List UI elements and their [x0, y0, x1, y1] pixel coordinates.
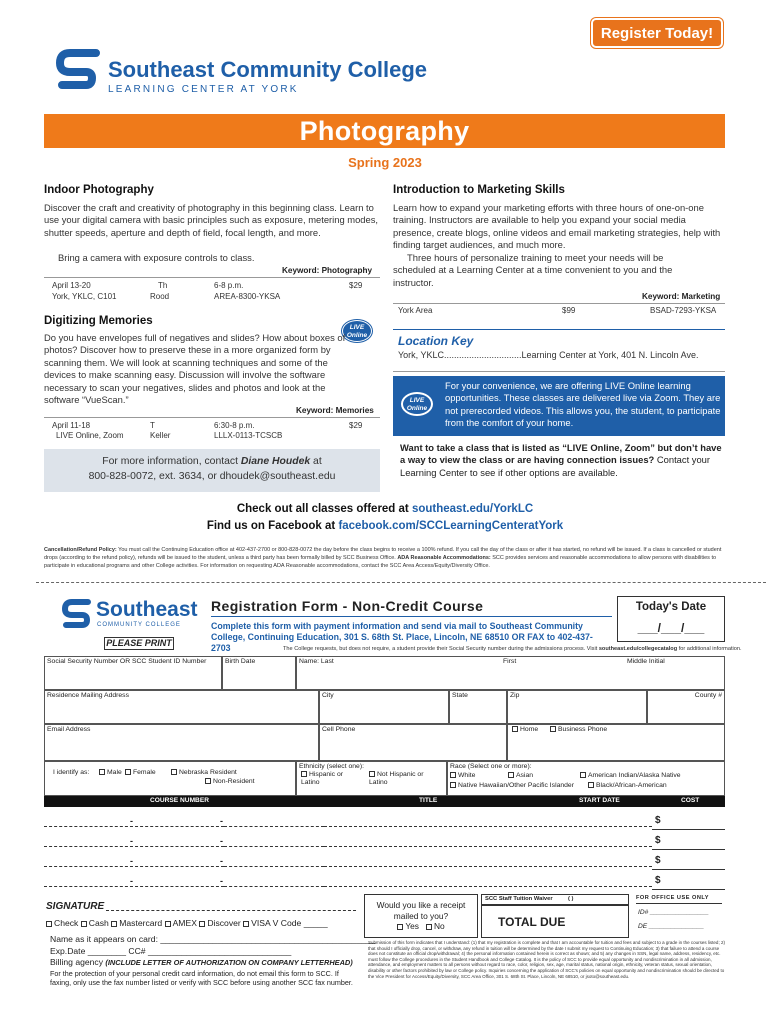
course-table-header [44, 796, 725, 807]
course-title-indoor: Indoor Photography [44, 184, 154, 196]
cut-line [36, 582, 766, 583]
discover-label: Discover [207, 918, 241, 928]
live-online-text: For your convenience, we are offering LIVE Online learning opportunities. These classes are delivered live via Zoom. They are not prerecorded videos. This allows you, the student, to participate from the comfort of your home. [445, 380, 721, 429]
cost-dollar: $ [655, 855, 661, 866]
signature-line[interactable] [106, 910, 356, 911]
contact-name: Diane Houdek [240, 456, 311, 467]
course-rows-grid [44, 808, 725, 888]
catalog-link[interactable]: southeast.edu/collegecatalog [598, 646, 678, 652]
cost-digitizing: $29 [349, 421, 363, 430]
amex-label: AMEX [172, 918, 197, 928]
female-checkbox[interactable] [125, 769, 156, 776]
ssn-note-post: for additional information. [677, 646, 742, 652]
phone-field[interactable] [507, 724, 725, 761]
total-due-box[interactable] [481, 905, 629, 938]
state-field[interactable] [449, 690, 507, 724]
american-indian-checkbox[interactable] [580, 772, 681, 779]
state-label: State [452, 692, 468, 699]
course-title-line-a[interactable] [224, 846, 324, 847]
signature-label: SIGNATURE [46, 901, 105, 912]
city-field[interactable] [319, 690, 449, 724]
black-checkbox[interactable] [588, 782, 667, 789]
form-logo-icon [62, 597, 92, 629]
not-hispanic-label: Not Hispanic or Latino [369, 771, 424, 786]
email-label: Email Address [47, 726, 91, 733]
course-title-marketing: Introduction to Marketing Skills [393, 184, 565, 196]
cost-line[interactable] [652, 869, 725, 870]
cost-indoor: $29 [349, 281, 363, 290]
receipt-box [364, 894, 478, 938]
location-key-box [393, 329, 725, 372]
location-digitizing: LIVE Online, Zoom [56, 431, 124, 440]
male-checkbox[interactable] [99, 769, 122, 776]
name-on-card[interactable]: Name as it appears on card: _____________________________________________ [50, 934, 376, 944]
identify-label: I identify as: [53, 769, 90, 776]
zip-field[interactable] [507, 690, 647, 724]
york-lc-link[interactable]: southeast.edu/YorkLC [411, 503, 534, 515]
cash-checkbox[interactable] [81, 918, 109, 928]
live-online-badge: LIVE Online [342, 320, 372, 342]
course-note-marketing: Three hours of personalize training to meet your needs will be scheduled at a Learning Center at a time convenient to you and the instructor. [393, 252, 673, 288]
waiver-label: SCC Staff Tuition Waiver [485, 896, 553, 902]
policy-text [44, 546, 725, 570]
amind-label: American Indian/Alaska Native [588, 772, 681, 779]
course-desc-digitizing: Do you have envelopes full of negatives and slides? How about boxes of photos? Discover how to preserve these in a more organized form by scanning them. We will look at scanning techniques and some of the devices to make scanning easy. Discussion will involve the software necessary to scan your negatives, slides and photos and look at the software “VueScan.” [44, 332, 346, 406]
title-header: TITLE [419, 797, 438, 804]
non-resident-checkbox[interactable] [205, 778, 255, 785]
cost-dollar: $ [655, 835, 661, 846]
college-name: Southeast Community College [108, 57, 428, 82]
form-title: Registration Form - Non-Credit Course [211, 598, 484, 614]
course-number-header: COURSE NUMBER [150, 797, 209, 804]
ssn-note-pre: The College requests, but does not require, a student provide their Social Security number during the admissions process. Visit [283, 646, 599, 652]
code-indoor: AREA-8300-YKSA [214, 292, 281, 301]
race-field [447, 761, 725, 796]
asian-label: Asian [516, 772, 534, 779]
hawaiian-label: Native Hawaiian/Other Pacific Islander [458, 782, 574, 789]
cost-dollar: $ [655, 815, 661, 826]
check-pre: Check out all classes offered at [236, 503, 412, 515]
home-checkbox[interactable] [512, 726, 538, 733]
address-label: Residence Mailing Address [47, 692, 129, 699]
keyword-indoor: Keyword: Photography [282, 266, 373, 275]
cost-line[interactable] [652, 889, 725, 890]
start-date-header: START DATE [579, 797, 620, 804]
dates-indoor: April 13-20 [52, 281, 91, 290]
home-label: Home [520, 726, 539, 733]
location-marketing: York Area [398, 306, 433, 315]
middle-label: Middle Initial [627, 658, 665, 665]
amex-checkbox[interactable] [165, 918, 197, 928]
birth-date-field[interactable] [222, 656, 296, 690]
business-label: Business Phone [558, 726, 608, 733]
cost-header: COST [681, 797, 700, 804]
ssn-field[interactable] [44, 656, 222, 690]
payment-methods [46, 918, 328, 928]
course-number-line[interactable] [44, 846, 224, 847]
course-rows[interactable] [44, 808, 725, 888]
live-note [400, 442, 723, 479]
waiver-paren: ( ) [568, 896, 574, 902]
check-checkbox[interactable] [46, 918, 78, 928]
black-label: Black/African-American [596, 782, 667, 789]
course-title-line-b[interactable] [324, 886, 652, 887]
location-key-title: Location Key [398, 334, 474, 348]
form-logo-name: Southeast [96, 598, 198, 621]
total-due-label: TOTAL DUE [498, 915, 566, 929]
location-indoor: York, YKLC, C101 [52, 292, 117, 301]
receipt-question: Would you like a receipt mailed to you? [376, 900, 466, 921]
protection-note: For the protection of your personal credit card information, do not email this form to SCC. If faxing, only use the fax number listed or verify with SCC before using another SCC fax number. [50, 969, 353, 988]
office-use-box [632, 894, 725, 938]
live-online-icon: LIVE Online [402, 393, 432, 415]
day-indoor: Th [158, 281, 168, 290]
todays-date-blank: ___/___/___ [637, 621, 705, 635]
cost-line[interactable] [652, 849, 725, 850]
receipt-no[interactable] [426, 921, 445, 931]
course-title-digitizing: Digitizing Memories [44, 315, 153, 327]
course-number-line[interactable] [44, 866, 224, 867]
form-logo-sub: COMMUNITY COLLEGE [97, 622, 181, 628]
register-today-button[interactable]: Register Today! [591, 18, 723, 48]
nebraska-resident-checkbox[interactable] [171, 769, 237, 776]
course-dash: - [130, 836, 133, 846]
non-res-label: Non-Resident [213, 778, 255, 785]
contact-pre: For more information, contact [102, 456, 241, 467]
first-label: First [503, 658, 517, 665]
address-field[interactable] [44, 690, 319, 724]
office-id: ID# ________________ [638, 909, 709, 916]
please-print-label: PLEASE PRINT [104, 637, 174, 650]
cash-label: Cash [88, 918, 109, 928]
time-indoor: 6-8 p.m. [214, 281, 244, 290]
exp-cc-field[interactable]: Exp.Date ________ CC# ______________________________ [50, 946, 292, 956]
contact-line2: 800-828-0072, ext. 3634, or dhoudek@southeast.edu [88, 471, 336, 482]
email-field[interactable] [44, 724, 319, 761]
course-desc-marketing: Learn how to expand your marketing efforts with three hours of one-on-one training. Instructors are available to help you expand your social media presence, create blogs, online videos and email marketing strategies, help with finding target audiences, and much more. [393, 202, 721, 251]
course-note-indoor: Bring a camera with exposure controls to class. [58, 252, 255, 263]
course-title-line-b[interactable] [324, 826, 652, 827]
policy-label: Cancellation/Refund Policy: [44, 547, 117, 553]
ada-body: SCC provides services and reasonable accommodations to allow persons with disabilities to participate in educational programs and other College activities. For information on requesting ADA Reasonable accommodations, contact the SCC Area Access/Equity/Diversity Office. [44, 555, 717, 569]
course-dash-2: - [220, 836, 223, 846]
live-note-rest: Contact your Learning Center to see if other options are available. [400, 454, 711, 478]
course-number-line[interactable] [44, 886, 224, 887]
mc-label: Mastercard [119, 918, 163, 928]
mastercard-checkbox[interactable] [111, 918, 162, 928]
room-digitizing: Keller [150, 431, 171, 440]
time-digitizing: 6:30-8 p.m. [214, 421, 255, 430]
fb-pre: Find us on Facebook at [206, 520, 339, 532]
county-field[interactable] [647, 690, 725, 724]
staff-waiver-field[interactable] [481, 894, 629, 905]
todays-date-box[interactable] [617, 596, 725, 642]
not-hispanic-checkbox[interactable] [369, 771, 437, 787]
yes-label: Yes [405, 921, 419, 931]
name-on-card-label: Name as it appears on card: [50, 934, 158, 944]
code-digitizing: LLLX-0113-TCSCB [214, 431, 283, 440]
facebook-line [0, 520, 770, 532]
ethnicity-field [296, 761, 447, 796]
ssn-label: Social Security Number OR SCC Student ID Number [47, 658, 207, 665]
hispanic-label: Hispanic or Latino [301, 771, 343, 786]
contact-info-box [44, 449, 380, 492]
billing-label: Billing agency [50, 957, 104, 967]
todays-date-label: Today's Date [635, 601, 707, 613]
billing-agency[interactable] [50, 957, 353, 967]
white-label: White [458, 772, 476, 779]
cost-dollar: $ [655, 875, 661, 886]
keyword-marketing: Keyword: Marketing [642, 292, 721, 301]
ssn-note [283, 646, 742, 652]
county-label: County # [694, 692, 722, 699]
dates-digitizing: April 11-18 [52, 421, 91, 430]
visa-label: VISA [251, 918, 271, 928]
scc-logo-icon [56, 45, 102, 93]
ethnicity-label: Ethnicity (select one): [299, 763, 364, 770]
cost-line[interactable] [652, 829, 725, 830]
identity-row [44, 761, 296, 796]
course-dash-2: - [220, 816, 223, 826]
ada-label: ADA Reasonable Accommodations: [397, 555, 491, 561]
cell-phone-field[interactable] [319, 724, 507, 761]
office-use-label: FOR OFFICE USE ONLY [636, 895, 710, 901]
race-label: Race (Select one or more): [450, 763, 532, 770]
live-online-info-box [393, 376, 725, 436]
white-checkbox[interactable] [450, 772, 475, 779]
cell-label: Cell Phone [322, 726, 356, 733]
day-digitizing: T [150, 421, 155, 430]
course-title-line-a[interactable] [224, 866, 324, 867]
cost-marketing: $99 [562, 306, 576, 315]
ne-res-label: Nebraska Resident [179, 769, 237, 776]
keyword-digitizing: Keyword: Memories [296, 406, 374, 415]
city-label: City [322, 692, 334, 699]
course-dash: - [130, 876, 133, 886]
college-subtitle: LEARNING CENTER AT YORK [108, 84, 299, 95]
page-title-banner: Photography [44, 114, 725, 148]
asian-checkbox[interactable] [508, 772, 533, 779]
course-dash: - [130, 856, 133, 866]
policy-body: You must call the Continuing Education office at 402-437-2700 or 800-828-0072 the day before the class begins to receive a 100% refund. If you call the day of the class or after it has started, no refund will be issued. If a class is cancelled or student drops (according to the refund policy), refunds will be issued to the student, unless a third party has been formally billed by SCC Business Office. [44, 547, 722, 561]
course-number-line[interactable] [44, 826, 224, 827]
course-title-line-b[interactable] [324, 866, 652, 867]
live-note-bold: Want to take a class that is listed as “LIVE Online, Zoom” but don’t have a way to view the class or are having connection issues? [400, 442, 722, 466]
term-label: Spring 2023 [348, 155, 422, 170]
course-dash: - [130, 816, 133, 826]
form-instructions: Complete this form with payment information and send via mail to Southeast Community College, Continuing Education, 301 S. 68th St. Place, Lincoln, NE 68510 OR FAX to 402-437-2703 [211, 621, 593, 653]
zip-label: Zip [510, 692, 520, 699]
hawaiian-checkbox[interactable] [450, 782, 574, 789]
check-classes-line [0, 503, 770, 515]
visa-checkbox[interactable] [243, 918, 270, 928]
course-dash-2: - [220, 876, 223, 886]
vcode-field[interactable]: V Code _____ [272, 918, 328, 928]
location-key-entry: York, YKLC...............................Learning Center at York, 401 N. Lincoln Ave. [398, 350, 699, 360]
birth-label: Birth Date [225, 658, 256, 665]
name-last-label: Name: Last [299, 658, 334, 665]
office-de: DE _______________ [638, 923, 704, 930]
room-indoor: Rood [150, 292, 170, 301]
course-dash-2: - [220, 856, 223, 866]
no-label: No [433, 921, 445, 931]
receipt-yes[interactable] [397, 921, 419, 931]
course-desc-indoor: Discover the craft and creativity of photography in this beginning class. Learn to use your digital camera with basic principles such as exposure, metering modes, shutter speeds, aperture and depth of field, focal length, and more. [44, 202, 379, 238]
discover-checkbox[interactable] [199, 918, 240, 928]
course-title-line-b[interactable] [324, 846, 652, 847]
submission-text: Submission of this form indicates that I understand: (1) that my registration is complete and that I am accountable for tuition and fees and subject to a grade in the courses listed; 2) that should I officially drop, cancel, or withdraw, any refund in tuition will be determined by the date I submit my request to Continuing Education; 3) that failure to attend a course does not constitute an official drop/withdrawal; 4) the personal information contained herein is correct as shown; and 5) any changes in SSN, legal name, address, residency, etc. must follow the College procedures in the Student Handbook and College Catalog. It is the policy of SCC to provide equal opportunity and nondiscrimination in all admission, attendance, and employment matters to all persons without regard to race, color, religion, sex, age, marital status, national origin, ethnicity, veteran status, sexual orientation, disability or other factors prohibited by law or College policy. Inquiries concerning the application of SCC's policies on equal opportunity and nondiscrimination should be directed to the Vice President for Access/Equity/Diversity, SCC Area Office, 301 S. 68th St. Place, Lincoln, NE 68510, or jsoto@southeast.edu. [368, 940, 725, 979]
female-label: Female [133, 769, 156, 776]
check-label: Check [54, 918, 79, 928]
business-checkbox[interactable] [550, 726, 607, 733]
facebook-link[interactable]: facebook.com/SCCLearningCenteratYork [338, 520, 564, 532]
code-marketing: BSAD-7293-YKSA [650, 306, 717, 315]
billing-note: (INCLUDE LETTER OF AUTHORIZATION ON COMPANY LETTERHEAD) [105, 958, 353, 967]
hispanic-checkbox[interactable] [301, 771, 361, 787]
course-title-line-a[interactable] [224, 886, 324, 887]
contact-post: at [310, 456, 322, 467]
name-field[interactable] [296, 656, 725, 690]
male-label: Male [107, 769, 122, 776]
course-title-line-a[interactable] [224, 826, 324, 827]
